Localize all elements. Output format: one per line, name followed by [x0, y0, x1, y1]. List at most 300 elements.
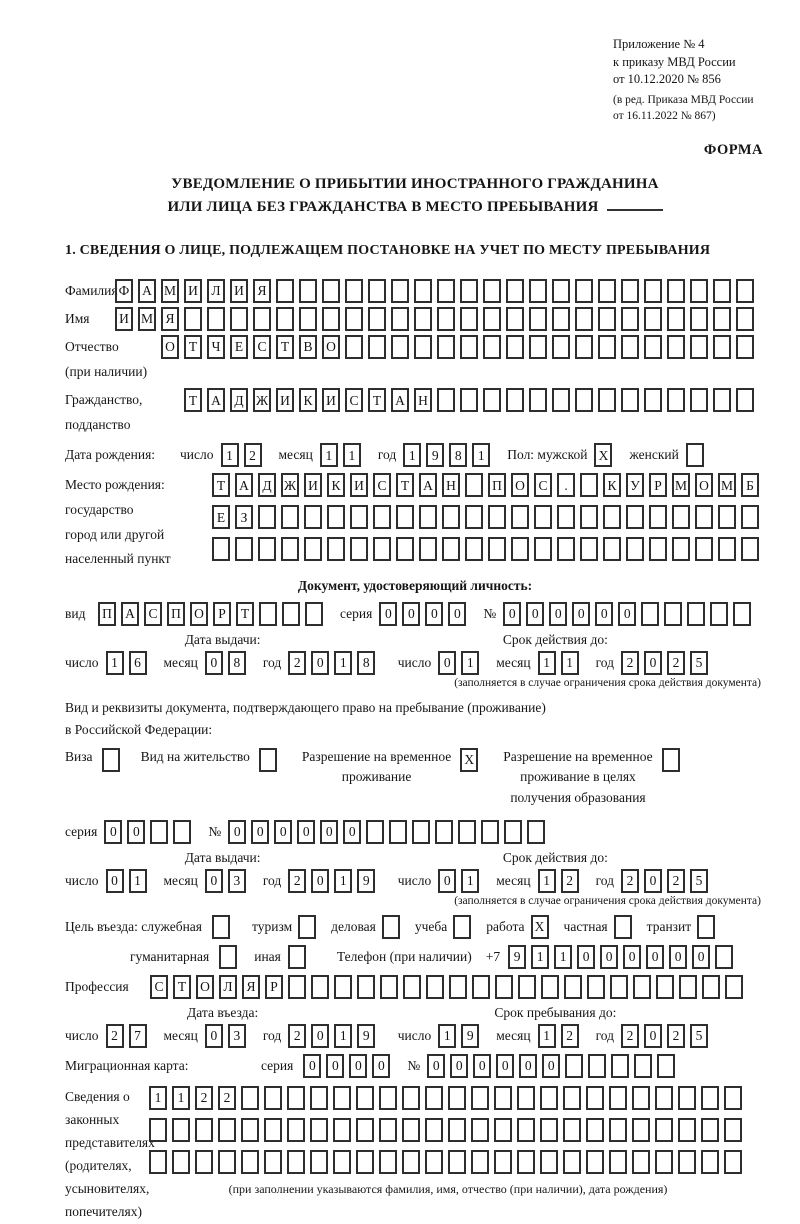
- representatives-label-line3: представителях: [65, 1134, 155, 1150]
- char-cell: [563, 1150, 581, 1174]
- char-cell: [483, 307, 501, 331]
- char-cell: [718, 537, 736, 561]
- char-cell: 1: [221, 443, 239, 467]
- char-cell: [511, 505, 529, 529]
- work-label: работа: [486, 918, 525, 934]
- char-cell: [460, 279, 478, 303]
- birthplace-block: [65, 473, 765, 571]
- doc-expiry-line: [398, 651, 713, 675]
- char-cell: [333, 1150, 351, 1174]
- doc-issue-col: [65, 632, 380, 675]
- char-cell: [565, 1054, 583, 1078]
- char-cell: М: [161, 279, 179, 303]
- char-cell: [241, 1150, 259, 1174]
- char-cell: 2: [218, 1086, 236, 1110]
- char-cell: И: [230, 279, 248, 303]
- birthplace-cells-col: [212, 473, 764, 569]
- char-cell: [472, 975, 490, 999]
- permit-dates-block: [65, 850, 765, 893]
- char-cell: 0: [205, 1024, 223, 1048]
- form-title-line2: ИЛИ ЛИЦА БЕЗ ГРАЖДАНСТВА В МЕСТО ПРЕБЫВАНИЯ: [167, 198, 599, 215]
- char-cell: [701, 1118, 719, 1142]
- char-cell: [713, 307, 731, 331]
- char-cell: [586, 1118, 604, 1142]
- char-cell: [529, 307, 547, 331]
- char-cell: [575, 335, 593, 359]
- doc-type-label: вид: [65, 605, 86, 621]
- char-cell: 0: [549, 602, 567, 626]
- representatives-block: [65, 1086, 765, 1224]
- char-cell: [333, 1118, 351, 1142]
- char-cell: [414, 307, 432, 331]
- char-cell: [287, 1150, 305, 1174]
- temp-permit-label-line1: Разрешение на временное: [301, 749, 452, 765]
- char-cell: М: [718, 473, 736, 497]
- char-cell: 0: [303, 1054, 321, 1078]
- char-cell: [644, 279, 662, 303]
- entry-date-header: Дата въезда:: [187, 1004, 259, 1020]
- entry-date-line: [65, 1024, 380, 1048]
- stay-year-cells: [621, 1024, 713, 1048]
- visa-label: Виза: [65, 749, 93, 765]
- char-cell: [460, 335, 478, 359]
- char-cell: 1: [172, 1086, 190, 1110]
- char-cell: [437, 388, 455, 412]
- char-cell: О: [511, 473, 529, 497]
- char-cell: [356, 1150, 374, 1174]
- birthdate-label: Дата рождения:: [65, 447, 156, 463]
- char-cell: 0: [379, 602, 397, 626]
- profession-row: [65, 975, 765, 999]
- char-cell: П: [98, 602, 116, 626]
- char-cell: М: [672, 473, 690, 497]
- char-cell: [258, 537, 276, 561]
- char-cell: [724, 1118, 742, 1142]
- temp-permit-checkbox: [460, 748, 483, 772]
- char-cell: [368, 279, 386, 303]
- char-cell: Н: [442, 473, 460, 497]
- form-title-line1: УВЕДОМЛЕНИЕ О ПРИБЫТИИ ИНОСТРАННОГО ГРАЖДАНИНА: [171, 175, 659, 192]
- doc-type-row: [65, 602, 765, 626]
- char-cell: [494, 1118, 512, 1142]
- purpose-tourism-checkbox: [298, 915, 321, 939]
- char-cell: 6: [129, 651, 147, 675]
- identity-doc-heading: Документ, удостоверяющий личность:: [297, 577, 533, 593]
- entry-year-label: год: [262, 1027, 282, 1043]
- residence-doc-options: [65, 747, 765, 808]
- char-cell: [575, 388, 593, 412]
- char-cell: [425, 1086, 443, 1110]
- char-cell: 0: [274, 820, 292, 844]
- char-cell: [632, 1086, 650, 1110]
- char-cell: [488, 505, 506, 529]
- char-cell: [598, 279, 616, 303]
- char-cell: [724, 1150, 742, 1174]
- char-cell: 0: [228, 820, 246, 844]
- char-cell: [184, 307, 202, 331]
- char-cell: [356, 1086, 374, 1110]
- char-cell: [382, 915, 400, 939]
- char-cell: 5: [690, 869, 708, 893]
- char-cell: [425, 1150, 443, 1174]
- permit-expiry-month-label: месяц: [496, 872, 531, 888]
- char-cell: [471, 1118, 489, 1142]
- char-cell: [437, 335, 455, 359]
- doc-issue-header: Дата выдачи:: [184, 631, 261, 647]
- stay-month-cells: [538, 1024, 584, 1048]
- char-cell: 0: [503, 602, 521, 626]
- char-cell: [253, 307, 271, 331]
- char-cell: [611, 1054, 629, 1078]
- char-cell: [678, 1150, 696, 1174]
- char-cell: 0: [623, 945, 641, 969]
- char-cell: [264, 1086, 282, 1110]
- char-cell: О: [161, 335, 179, 359]
- doc-number-label: №: [483, 605, 497, 621]
- char-cell: [687, 602, 705, 626]
- birthplace-label-line3: город или другой: [65, 526, 165, 542]
- char-cell: [345, 335, 363, 359]
- char-cell: 8: [228, 651, 246, 675]
- purpose-row: [65, 915, 765, 939]
- char-cell: А: [207, 388, 225, 412]
- char-cell: 2: [195, 1086, 213, 1110]
- char-cell: [504, 820, 522, 844]
- migration-number-label: №: [407, 1057, 421, 1073]
- char-cell: 3: [228, 869, 246, 893]
- char-cell: 7: [129, 1024, 147, 1048]
- char-cell: О: [190, 602, 208, 626]
- char-cell: [310, 1086, 328, 1110]
- doc-validity-note: (заполняется в случае ограничения срока действия документа): [454, 676, 761, 689]
- birth-year-label: год: [377, 447, 397, 463]
- char-cell: [529, 335, 547, 359]
- char-cell: [212, 915, 230, 939]
- char-cell: Т: [236, 602, 254, 626]
- char-cell: [736, 307, 754, 331]
- char-cell: 0: [106, 869, 124, 893]
- permit-issue-year-cells: [288, 869, 380, 893]
- char-cell: 2: [667, 651, 685, 675]
- profession-cells: [150, 975, 748, 999]
- char-cell: [419, 505, 437, 529]
- char-cell: [465, 505, 483, 529]
- permit-issue-line: [65, 869, 380, 893]
- char-cell: [609, 1150, 627, 1174]
- char-cell: [287, 1086, 305, 1110]
- char-cell: [626, 505, 644, 529]
- char-cell: 0: [577, 945, 595, 969]
- business-label: деловая: [331, 918, 376, 934]
- char-cell: 0: [427, 1054, 445, 1078]
- char-cell: [403, 975, 421, 999]
- permit-issue-header: Дата выдачи:: [184, 849, 261, 865]
- entry-month-cells: [205, 1024, 251, 1048]
- representatives-label-line2: законных: [65, 1111, 120, 1127]
- char-cell: [460, 307, 478, 331]
- char-cell: [657, 1054, 675, 1078]
- char-cell: [437, 307, 455, 331]
- char-cell: X: [594, 443, 612, 467]
- char-cell: Р: [265, 975, 283, 999]
- char-cell: [506, 388, 524, 412]
- char-cell: 1: [561, 651, 579, 675]
- char-cell: [575, 279, 593, 303]
- char-cell: [667, 307, 685, 331]
- char-cell: 1: [554, 945, 572, 969]
- char-cell: 2: [621, 869, 639, 893]
- char-cell: 2: [667, 869, 685, 893]
- char-cell: 0: [349, 1054, 367, 1078]
- permit-number-label: №: [208, 823, 222, 839]
- char-cell: [563, 1118, 581, 1142]
- temp-permit-label-line2: проживание: [341, 769, 412, 785]
- char-cell: [518, 975, 536, 999]
- char-cell: Е: [230, 335, 248, 359]
- permit-expiry-year-cells: [621, 869, 713, 893]
- purpose-business-checkbox: [382, 915, 405, 939]
- birthplace-label-line2: государство: [65, 502, 134, 517]
- char-cell: [598, 335, 616, 359]
- char-cell: [241, 1118, 259, 1142]
- char-cell: Ч: [207, 335, 225, 359]
- doc-expiry-year-cells: [621, 651, 713, 675]
- char-cell: [587, 975, 605, 999]
- char-cell: [667, 335, 685, 359]
- char-cell: X: [460, 748, 478, 772]
- permit-expiry-header: Срок действия до:: [502, 849, 608, 865]
- representatives-note: (при заполнении указываются фамилия, имя, отчество (при наличии), дата рождения): [228, 1181, 668, 1196]
- char-cell: Ж: [281, 473, 299, 497]
- permit-expiry-day-cells: [438, 869, 484, 893]
- char-cell: [552, 279, 570, 303]
- doc-type-cells: [98, 602, 328, 626]
- char-cell: [230, 307, 248, 331]
- form-title: [65, 173, 765, 220]
- char-cell: 9: [357, 1024, 375, 1048]
- char-cell: [442, 505, 460, 529]
- char-cell: [557, 537, 575, 561]
- char-cell: [644, 335, 662, 359]
- char-cell: 0: [644, 1024, 662, 1048]
- char-cell: [287, 1118, 305, 1142]
- char-cell: [259, 602, 277, 626]
- char-cell: [741, 537, 759, 561]
- char-cell: [414, 335, 432, 359]
- doc-issue-month-cells: [205, 651, 251, 675]
- char-cell: С: [373, 473, 391, 497]
- char-cell: 2: [621, 651, 639, 675]
- char-cell: [713, 279, 731, 303]
- char-cell: [534, 505, 552, 529]
- surname-label: Фамилия: [65, 283, 118, 299]
- char-cell: И: [115, 307, 133, 331]
- char-cell: 1: [461, 651, 479, 675]
- char-cell: 1: [538, 869, 556, 893]
- char-cell: И: [184, 279, 202, 303]
- char-cell: [149, 1118, 167, 1142]
- char-cell: [690, 279, 708, 303]
- char-cell: [598, 388, 616, 412]
- char-cell: .: [557, 473, 575, 497]
- appendix-block: [613, 36, 765, 124]
- permit-issue-day-label: число: [65, 872, 99, 888]
- char-cell: 2: [106, 1024, 124, 1048]
- char-cell: [402, 1150, 420, 1174]
- doc-expiry-col: [398, 632, 713, 675]
- char-cell: [481, 820, 499, 844]
- char-cell: 1: [538, 1024, 556, 1048]
- char-cell: И: [322, 388, 340, 412]
- migration-card-label: Миграционная карта:: [65, 1057, 189, 1073]
- char-cell: [718, 505, 736, 529]
- char-cell: [494, 1150, 512, 1174]
- char-cell: [632, 1118, 650, 1142]
- char-cell: Ф: [115, 279, 133, 303]
- char-cell: [276, 307, 294, 331]
- patronymic-cells: [161, 335, 759, 359]
- representatives-label-line5: усыновителях,: [65, 1180, 150, 1196]
- residence-doc-line2: в Российской Федерации:: [65, 721, 213, 737]
- char-cell: [641, 602, 659, 626]
- char-cell: 1: [334, 1024, 352, 1048]
- char-cell: 0: [127, 820, 145, 844]
- char-cell: [345, 307, 363, 331]
- temp-permit-label: [302, 747, 451, 788]
- char-cell: [366, 820, 384, 844]
- char-cell: [713, 335, 731, 359]
- char-cell: [557, 505, 575, 529]
- birthplace-cells-row1: [212, 473, 764, 497]
- char-cell: [310, 1118, 328, 1142]
- char-cell: 1: [129, 869, 147, 893]
- char-cell: [725, 975, 743, 999]
- surname-row: [65, 279, 765, 303]
- char-cell: 2: [288, 1024, 306, 1048]
- char-cell: [678, 1086, 696, 1110]
- permit-series-cells: [104, 820, 196, 844]
- temp-edu-label: [503, 747, 652, 808]
- char-cell: 1: [531, 945, 549, 969]
- char-cell: [373, 505, 391, 529]
- citizenship-row: [65, 388, 765, 437]
- char-cell: 2: [288, 869, 306, 893]
- char-cell: [173, 820, 191, 844]
- tourism-label: туризм: [252, 918, 293, 934]
- char-cell: [664, 602, 682, 626]
- temp-edu-option: [503, 747, 684, 808]
- char-cell: [357, 975, 375, 999]
- char-cell: С: [144, 602, 162, 626]
- char-cell: [598, 307, 616, 331]
- entry-year-cells: [288, 1024, 380, 1048]
- char-cell: Л: [219, 975, 237, 999]
- char-cell: С: [345, 388, 363, 412]
- char-cell: [150, 820, 168, 844]
- char-cell: [540, 1086, 558, 1110]
- char-cell: [350, 537, 368, 561]
- char-cell: Т: [396, 473, 414, 497]
- char-cell: 1: [538, 651, 556, 675]
- char-cell: [396, 537, 414, 561]
- char-cell: [207, 307, 225, 331]
- char-cell: [311, 975, 329, 999]
- permit-expiry-year-label: год: [595, 872, 614, 888]
- char-cell: [644, 307, 662, 331]
- citizenship-label-line1: Гражданство,: [65, 392, 143, 408]
- purpose-other-checkbox: [288, 945, 311, 969]
- char-cell: [379, 1086, 397, 1110]
- temp-permit-option: [302, 747, 483, 788]
- name-cells: [115, 307, 759, 331]
- edition-block: [613, 92, 765, 124]
- stay-until-line: [398, 1024, 713, 1048]
- char-cell: [614, 915, 632, 939]
- char-cell: [288, 945, 306, 969]
- char-cell: [603, 505, 621, 529]
- char-cell: [609, 1118, 627, 1142]
- permit-validity-note: (заполняется в случае ограничения срока действия документа): [454, 894, 761, 907]
- char-cell: [710, 602, 728, 626]
- char-cell: [218, 1118, 236, 1142]
- entry-day-cells: [106, 1024, 152, 1048]
- doc-expiry-day-label: число: [397, 654, 432, 670]
- char-cell: [327, 537, 345, 561]
- char-cell: И: [350, 473, 368, 497]
- char-cell: [281, 505, 299, 529]
- char-cell: [610, 975, 628, 999]
- char-cell: [529, 279, 547, 303]
- char-cell: 0: [326, 1054, 344, 1078]
- char-cell: 0: [644, 651, 662, 675]
- char-cell: [690, 388, 708, 412]
- char-cell: [506, 279, 524, 303]
- char-cell: О: [322, 335, 340, 359]
- char-cell: [264, 1150, 282, 1174]
- birthplace-cells-row3: [212, 537, 764, 561]
- char-cell: [621, 307, 639, 331]
- char-cell: [379, 1118, 397, 1142]
- char-cell: 9: [426, 443, 444, 467]
- char-cell: Т: [173, 975, 191, 999]
- char-cell: Я: [161, 307, 179, 331]
- char-cell: [517, 1118, 535, 1142]
- char-cell: [465, 473, 483, 497]
- char-cell: [483, 388, 501, 412]
- char-cell: [701, 1086, 719, 1110]
- char-cell: 0: [438, 651, 456, 675]
- char-cell: 0: [572, 602, 590, 626]
- char-cell: [733, 602, 751, 626]
- char-cell: 0: [402, 602, 420, 626]
- birth-month-cells: [320, 443, 366, 467]
- char-cell: [327, 505, 345, 529]
- char-cell: [697, 915, 715, 939]
- birthplace-cells-row2: [212, 505, 764, 529]
- char-cell: [695, 505, 713, 529]
- birthplace-label: [65, 473, 212, 571]
- char-cell: Т: [184, 335, 202, 359]
- representatives-cells-col: [149, 1086, 747, 1197]
- char-cell: Т: [184, 388, 202, 412]
- char-cell: 0: [644, 869, 662, 893]
- char-cell: [655, 1118, 673, 1142]
- permit-expiry-day-label: число: [397, 872, 432, 888]
- char-cell: [241, 1086, 259, 1110]
- permit-expiry-col: [398, 850, 713, 893]
- fill-in-line: [607, 197, 663, 211]
- stay-day-cells: [438, 1024, 484, 1048]
